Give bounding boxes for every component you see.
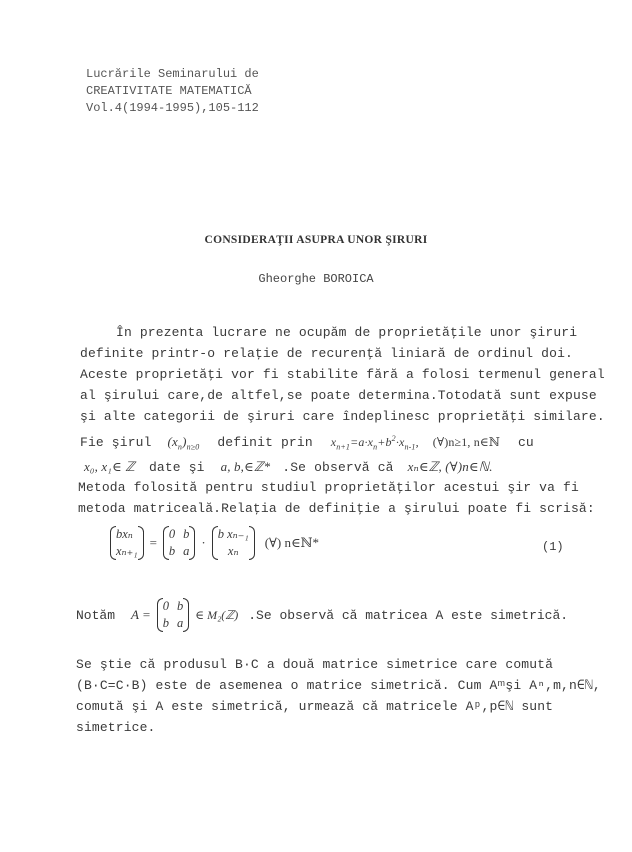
definition-line-1 xyxy=(80,428,534,458)
date-text: date şi xyxy=(148,460,205,475)
matrix-set: ∈ M₂(ℤ) xyxy=(195,607,239,622)
rhs-vector: b xₙ₋₁ xₙ xyxy=(212,526,255,560)
symmetric-line: simetrice. xyxy=(76,720,156,735)
initial-values: x₀, x₁∈ ℤ xyxy=(84,459,135,474)
paper-title: CONSIDERAŢII ASUPRA UNOR ŞIRURI xyxy=(204,234,428,246)
symmetric-line: Se ştie că produsul B·C a două matrice simetrice care comută xyxy=(76,657,554,672)
definit-text: definit prin xyxy=(217,435,313,450)
lhs-vector: bxₙ xₙ₊₁ xyxy=(110,526,144,560)
paragraph-symmetric xyxy=(76,654,601,738)
recurrence-formula: $x_{n+1}=a\cdot x_n+b^2\cdot x_{n-1}$, xyxy=(330,434,419,452)
paragraph-intro xyxy=(80,322,605,427)
integer-conclusion: xₙ∈ℤ, (∀)n∈ℕ. xyxy=(407,459,493,474)
cu-text: cu xyxy=(517,435,534,450)
intro-line: definite printr-o relaţie de recurenţă liniară de ordinul doi. xyxy=(80,346,573,361)
intro-line: În prezenta lucrare ne ocupăm de proprietăţile unor şiruri xyxy=(116,325,578,340)
sequence-symbol: $(x_n)_{n\ge 0}$ xyxy=(167,434,200,452)
intro-line: Aceste proprietăţi vor fi stabilite fără a folosi termenul general xyxy=(80,367,605,382)
header-line-2: CREATIVITATE MATEMATICĂ xyxy=(86,84,252,98)
definition-line-2 xyxy=(84,456,493,478)
notation-line xyxy=(76,598,568,632)
matrix-A: 0 b b a xyxy=(157,598,190,632)
equation-condition: (∀) n∈ℕ* xyxy=(264,535,319,550)
symmetric-note: .Se observă că matricea A este simetrică. xyxy=(248,607,569,623)
header-line-3: Vol.4(1994-1995),105-112 xyxy=(86,101,259,115)
recurrence-condition: (∀)n≥1, n∈ℕ xyxy=(432,435,501,449)
observe-text: .Se observă că xyxy=(282,460,394,475)
fie-text: Fie şirul xyxy=(80,435,152,450)
intro-line: şi alte categorii de şiruri care îndeplinesc proprietăţi similare. xyxy=(80,409,605,424)
notam-label: Notăm xyxy=(76,607,116,623)
symmetric-line: comută şi A este simetrică, urmează că matricele Aᵖ,p∈ℕ sunt xyxy=(76,699,554,714)
definition-line-4: metoda matriceală.Relaţia de definiţie a şirului poate fi scrisă: xyxy=(78,501,595,516)
paper-author: Gheorghe BOROICA xyxy=(258,272,374,286)
parameters: a, b,∈ℤ* xyxy=(220,459,271,474)
header-line-1: Lucrările Seminarului de xyxy=(86,67,259,81)
coefficient-matrix: 0 b b a xyxy=(163,526,196,560)
definition-line-3: Metoda folosită pentru studiul proprietăţilor acestui şir va fi xyxy=(78,480,579,495)
matrix-name: A = xyxy=(131,607,151,622)
symmetric-line: (B·C=C·B) este de asemenea o matrice simetrică. Cum Aᵐşi Aⁿ,m,n∈ℕ, xyxy=(76,678,601,693)
equation-number: (1) xyxy=(542,540,564,554)
journal-header xyxy=(86,66,259,117)
intro-line: al şirului care,de altfel,se poate determina.Totodată sunt expuse xyxy=(80,388,597,403)
equation-1: bxₙ xₙ₊₁ = 0 b b a · b xₙ₋₁ xₙ (∀) n∈ℕ* xyxy=(110,526,319,560)
